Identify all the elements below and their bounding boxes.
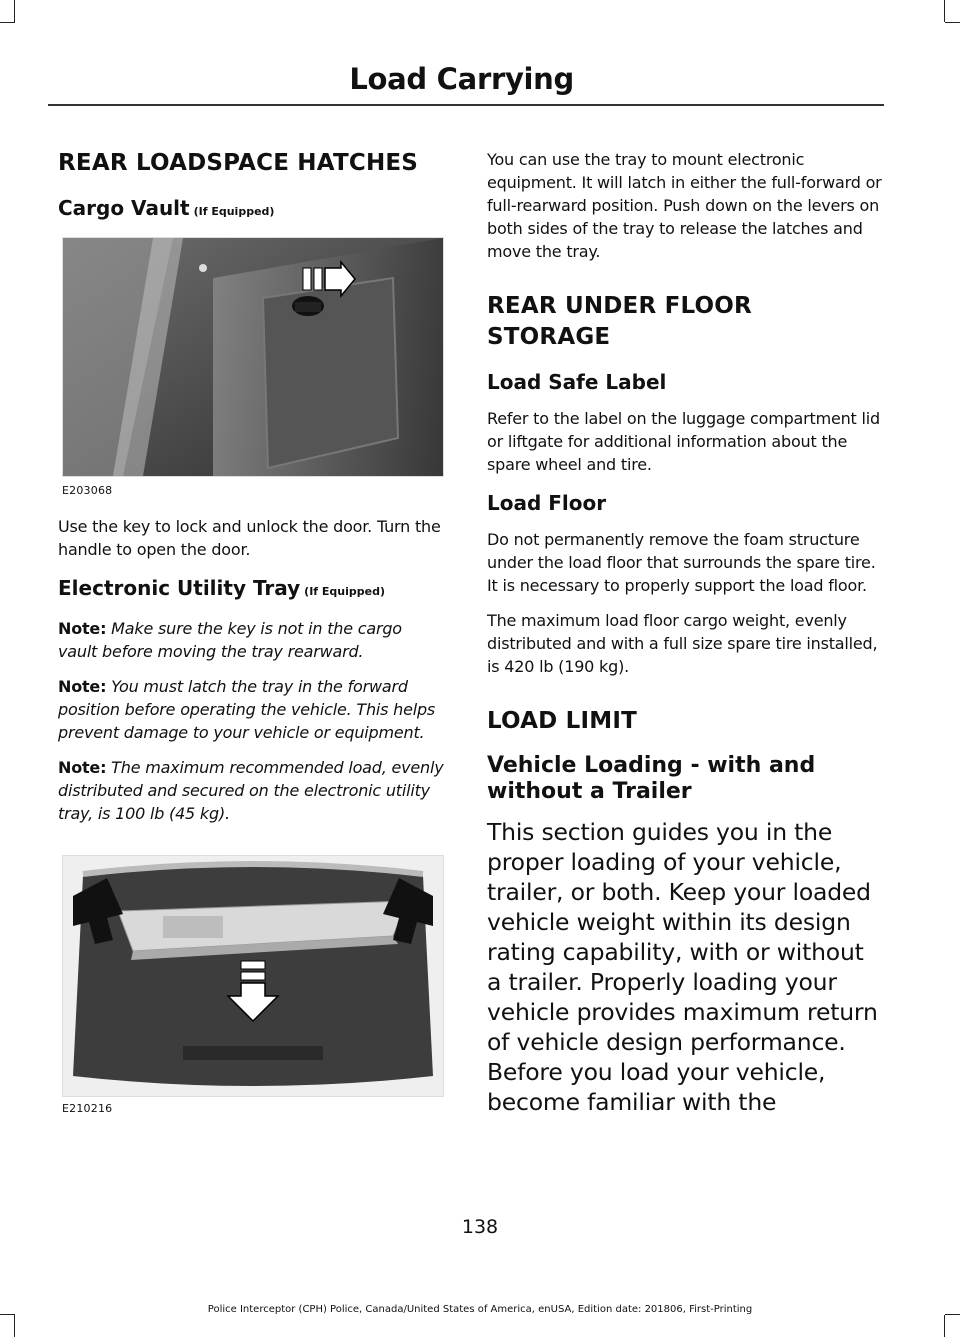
load-floor-paragraph-2: The maximum load floor cargo weight, evenly distributed and with a full size spare tire installed, is 420 lb (190 kg). <box>487 611 878 676</box>
note-2-label: Note: <box>58 677 107 696</box>
heading-tray-text: Electronic Utility Tray <box>58 576 301 600</box>
cargo-vault-paragraph: Use the key to lock and unlock the door. Turn the handle to open the door. <box>58 517 441 559</box>
cargo-vault-photo <box>62 237 444 477</box>
right-column <box>487 130 882 1129</box>
note-2 <box>58 675 444 744</box>
heading-load-floor: Load Floor <box>487 491 607 515</box>
crop-mark <box>14 0 15 22</box>
heading-electronic-utility-tray <box>58 575 444 605</box>
note-3-label: Note: <box>58 758 107 777</box>
section-title-rear-loadspace-hatches: REAR LOADSPACE HATCHES <box>58 150 419 176</box>
heading-tray-sub: (If Equipped) <box>304 585 386 598</box>
crop-mark <box>0 22 15 23</box>
heading-cargo-vault-text: Cargo Vault <box>58 196 190 220</box>
load-floor-paragraph-1: Do not permanently remove the foam structure under the load floor that surrounds the spare tire. It is necessary to properly support the load floor. <box>487 530 876 595</box>
note-1 <box>58 617 444 663</box>
load-safe-paragraph: Refer to the label on the luggage compartment lid or liftgate for additional information about the spare wheel and tire. <box>487 409 880 474</box>
crop-mark <box>944 1315 945 1337</box>
note-1-text: Make sure the key is not in the cargo vault before moving the tray rearward. <box>58 619 402 661</box>
crop-mark <box>945 22 960 23</box>
utility-tray-photo <box>62 855 444 1097</box>
page-number: 138 <box>461 1216 499 1238</box>
note-1-label: Note: <box>58 619 107 638</box>
figure-cargo-vault <box>58 237 444 499</box>
crop-mark <box>14 1315 15 1337</box>
note-3 <box>58 756 444 825</box>
tray-paragraph: You can use the tray to mount electronic equipment. It will latch in either the full-forward or full-rearward position. Push down on the levers on both sides of the tray to release the latches and move the tray. <box>487 150 882 261</box>
crop-mark <box>944 0 945 22</box>
vehicle-loading-paragraph: This section guides you in the proper loading of your vehicle, trailer, or both. Keep your loaded vehicle weight within its design rating capability, with or without a trailer. Properly loading your vehicle provides maximum return of vehicle design performance. Before you load your vehicle, become familiar with the <box>487 818 878 1116</box>
figure-utility-tray <box>58 855 444 1117</box>
section-title-rear-under-floor-storage: REAR UNDER FLOOR STORAGE <box>487 293 752 350</box>
heading-cargo-vault-sub: (If Equipped) <box>193 205 275 218</box>
note-3-text: The maximum recommended load, evenly distributed and secured on the electronic utility tray, is 100 lb (45 kg). <box>58 758 444 823</box>
header-divider <box>48 104 884 106</box>
note-2-text: You must latch the tray in the forward position before operating the vehicle. This helps prevent damage to your vehicle or equipment. <box>58 677 436 742</box>
page-header-title: Load Carrying <box>349 62 574 96</box>
section-title-load-limit: LOAD LIMIT <box>487 708 638 734</box>
heading-cargo-vault <box>58 195 444 225</box>
heading-vehicle-loading: Vehicle Loading - with and without a Trailer <box>487 753 816 804</box>
figure-code-e210216: E210216 <box>62 1102 113 1115</box>
footer-edition-info: Police Interceptor (CPH) Police, Canada/United States of America, enUSA, Edition date: 201806, First-Printing <box>207 1304 753 1315</box>
figure-code-e203068: E203068 <box>62 484 113 497</box>
left-column <box>58 130 444 1133</box>
heading-load-safe-label: Load Safe Label <box>487 370 667 394</box>
